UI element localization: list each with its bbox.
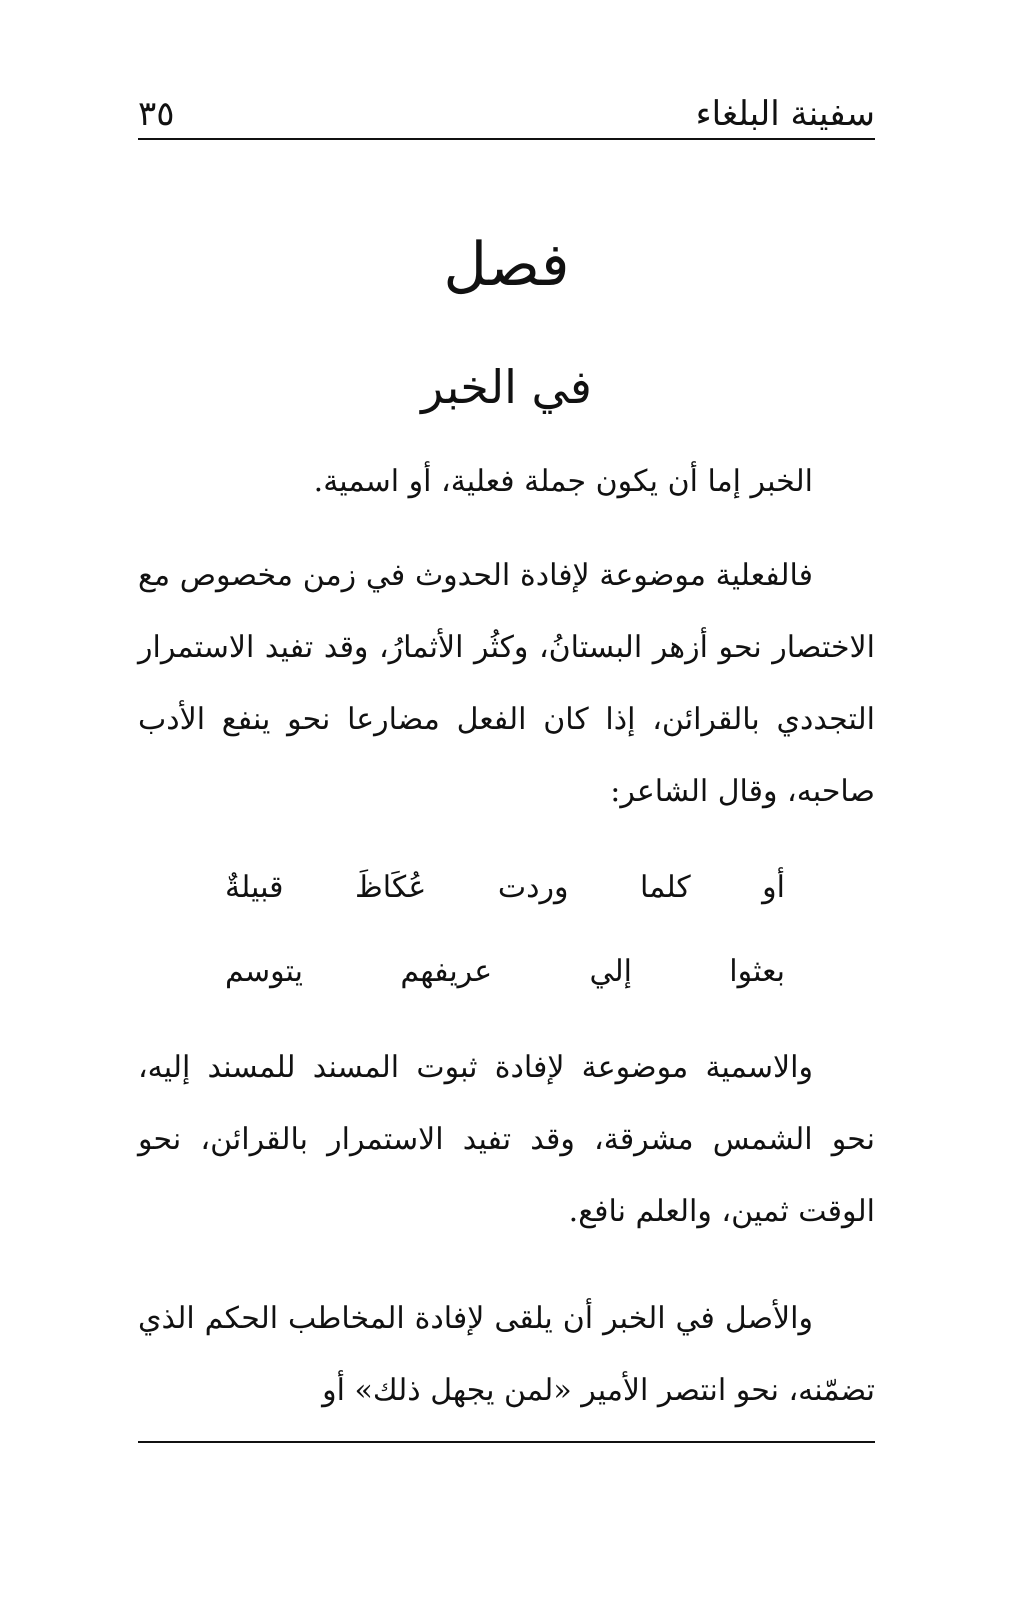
verse-word: يتوسم [225, 954, 304, 989]
verse-word: عريفهم [400, 954, 493, 989]
verse-word: إلي [589, 954, 632, 989]
verse-line-1 [225, 858, 785, 918]
verse-line-2 [225, 942, 785, 1002]
paragraph-3: والاسمية موضوعة لإفادة ثبوت المسند للمسند إليه، نحو الشمس مشرقة، وقد تفيد الاستمرار بالقرائن، نحو الوقت ثمين، والعلم نافع. [138, 1050, 875, 1229]
footer-rule [138, 1441, 875, 1443]
running-header [138, 92, 875, 140]
paragraph-2: فالفعلية موضوعة لإفادة الحدوث في زمن مخصوص مع الاختصار نحو أزهر البستانُ، وكثُر الأثمارُ، وقد تفيد الاستمرار التجددي بالقرائن، إذا كان الفعل مضارعا نحو ينفع الأدب صاحبه، وقال الشاعر: [138, 558, 875, 809]
verse-word: بعثوا [729, 954, 785, 989]
verse-word: أو [762, 870, 785, 905]
paragraph-4: والأصل في الخبر أن يلقى لإفادة المخاطب الحكم الذي تضمّنه، نحو انتصر الأمير «لمن يجهل ذلك» أو [138, 1301, 875, 1408]
verse-word: وردت [497, 870, 569, 905]
page-number: ٣٥ [138, 94, 175, 134]
book-title: سفينة البلغاء [695, 94, 875, 134]
paragraph-1: الخبر إما أن يكون جملة فعلية، أو اسمية. [313, 464, 813, 499]
verse-word: كلما [639, 870, 691, 905]
chapter-title: فصل [443, 230, 570, 300]
book-page [138, 0, 875, 1600]
verse-word: قبيلةٌ [225, 870, 284, 905]
chapter-subtitle: في الخبر [421, 360, 592, 414]
verse-word: عُكَاظَ [354, 870, 427, 905]
